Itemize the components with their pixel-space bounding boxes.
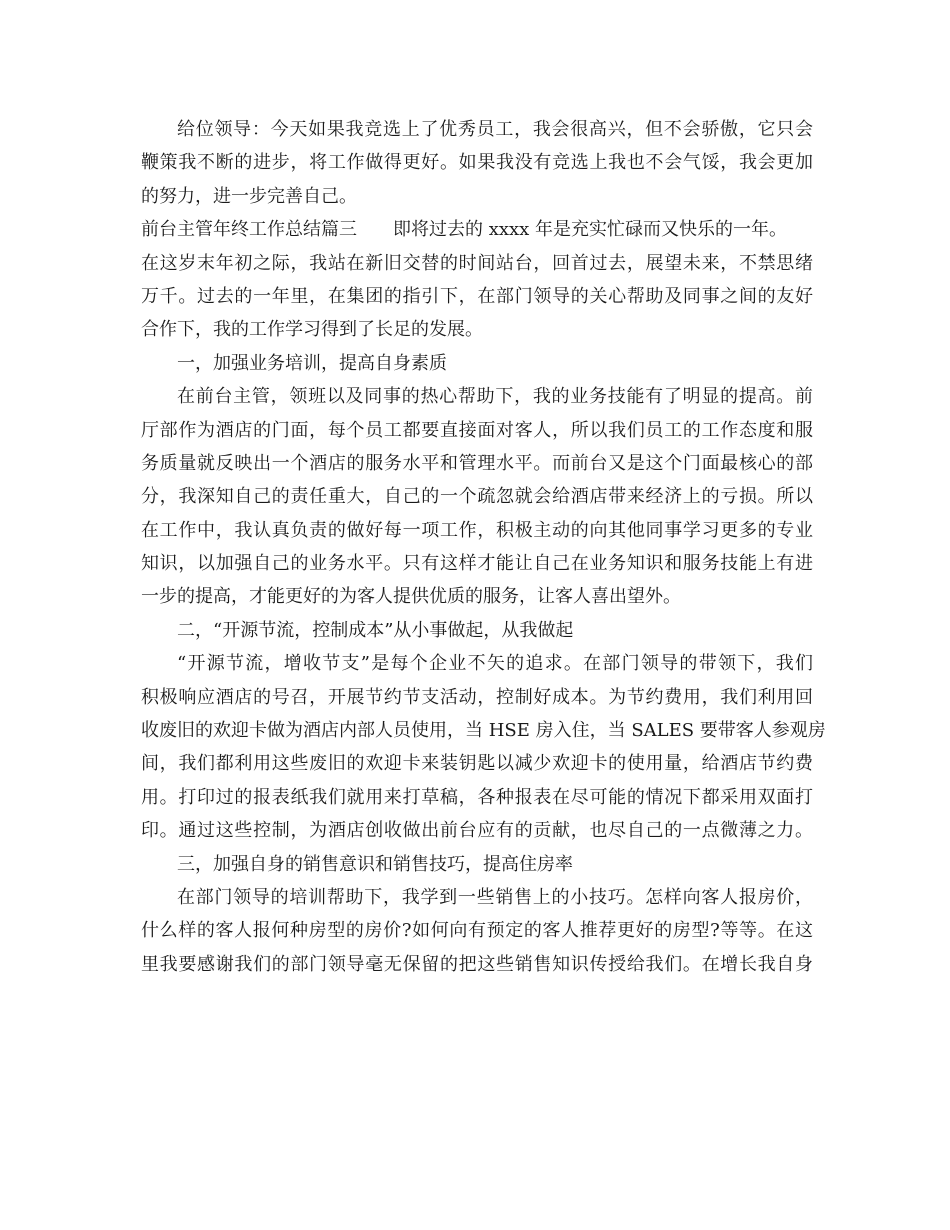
text-line: 知识，以加强自己的业务水平。只有这样才能让自己在业务知识和服务技能上有进 (141, 553, 813, 575)
text-line: 什么样的客人报何种房型的房价?如何向有预定的客人推荐更好的房型?等等。在这 (141, 920, 813, 942)
text-line: 厅部作为酒店的门面，每个员工都要直接面对客人，所以我们员工的工作态度和服 (141, 419, 813, 441)
text-line: “开源节流，增收节支”是每个企业不矢的追求。在部门领导的带领下，我们 (177, 653, 813, 675)
text-line: 给位领导：今天如果我竞选上了优秀员工，我会很高兴，但不会骄傲，它只会 (177, 119, 813, 140)
text-line: 在这岁末年初之际，我站在新旧交替的时间站台，回首过去，展望未来，不禁思绪 (141, 252, 813, 274)
text-line: 万千。过去的一年里，在集团的指引下，在部门领导的关心帮助及同事之间的友好 (141, 285, 813, 307)
document-page (141, 113, 826, 981)
text-line: 收废旧的欢迎卡做为酒店内部人员使用，当 HSE 房入住，当 SALES 要带客人参观房 (141, 720, 826, 742)
text-line: 里我要感谢我们的部门领导毫无保留的把这些销售知识传授给我们。在增长我自身 (141, 953, 813, 975)
text-line: 积极响应酒店的号召，开展节约节支活动，控制好成本。为节约费用，我们利用回 (141, 686, 813, 708)
text-line: 务质量就反映出一个酒店的服务水平和管理水平。而前台又是这个门面最核心的部 (141, 452, 813, 474)
text-line: 一步的提高，才能更好的为客人提供优质的服务，让客人喜出望外。 (141, 586, 681, 608)
text-line: 的努力，进一步完善自己。 (141, 185, 357, 207)
text-line: 在部门领导的培训帮助下，我学到一些销售上的小技巧。怎样向客人报房价， (177, 886, 813, 908)
text-line: 分，我深知自己的责任重大，自己的一个疏忽就会给酒店带来经济上的亏损。所以 (141, 486, 813, 508)
subheading-line: 三，加强自身的销售意识和销售技巧，提高住房率 (177, 853, 573, 875)
text-line: 在工作中，我认真负责的做好每一项工作，积极主动的向其他同事学习更多的专业 (141, 519, 813, 541)
text-line: 间，我们都利用这些废旧的欢迎卡来装钥匙以减少欢迎卡的使用量，给酒店节约费 (141, 753, 813, 775)
text-line: 合作下，我的工作学习得到了长足的发展。 (141, 319, 483, 341)
section-title-line: 前台主管年终工作总结篇三 即将过去的 xxxx 年是充实忙碌而又快乐的一年。 (141, 219, 788, 241)
subheading-line: 一，加强业务培训，提高自身素质 (177, 352, 447, 374)
text-line: 用。打印过的报表纸我们就用来打草稿，各种报表在尽可能的情况下都采用双面打 (141, 786, 813, 808)
text-line: 鞭策我不断的进步，将工作做得更好。如果我没有竞选上我也不会气馁，我会更加 (141, 152, 813, 174)
subheading-line: 二，“开源节流，控制成本”从小事做起，从我做起 (177, 619, 574, 641)
text-line: 在前台主管，领班以及同事的热心帮助下，我的业务技能有了明显的提高。前 (177, 386, 813, 408)
text-line: 印。通过这些控制，为酒店创收做出前台应有的贡献，也尽自己的一点微薄之力。 (141, 820, 813, 842)
